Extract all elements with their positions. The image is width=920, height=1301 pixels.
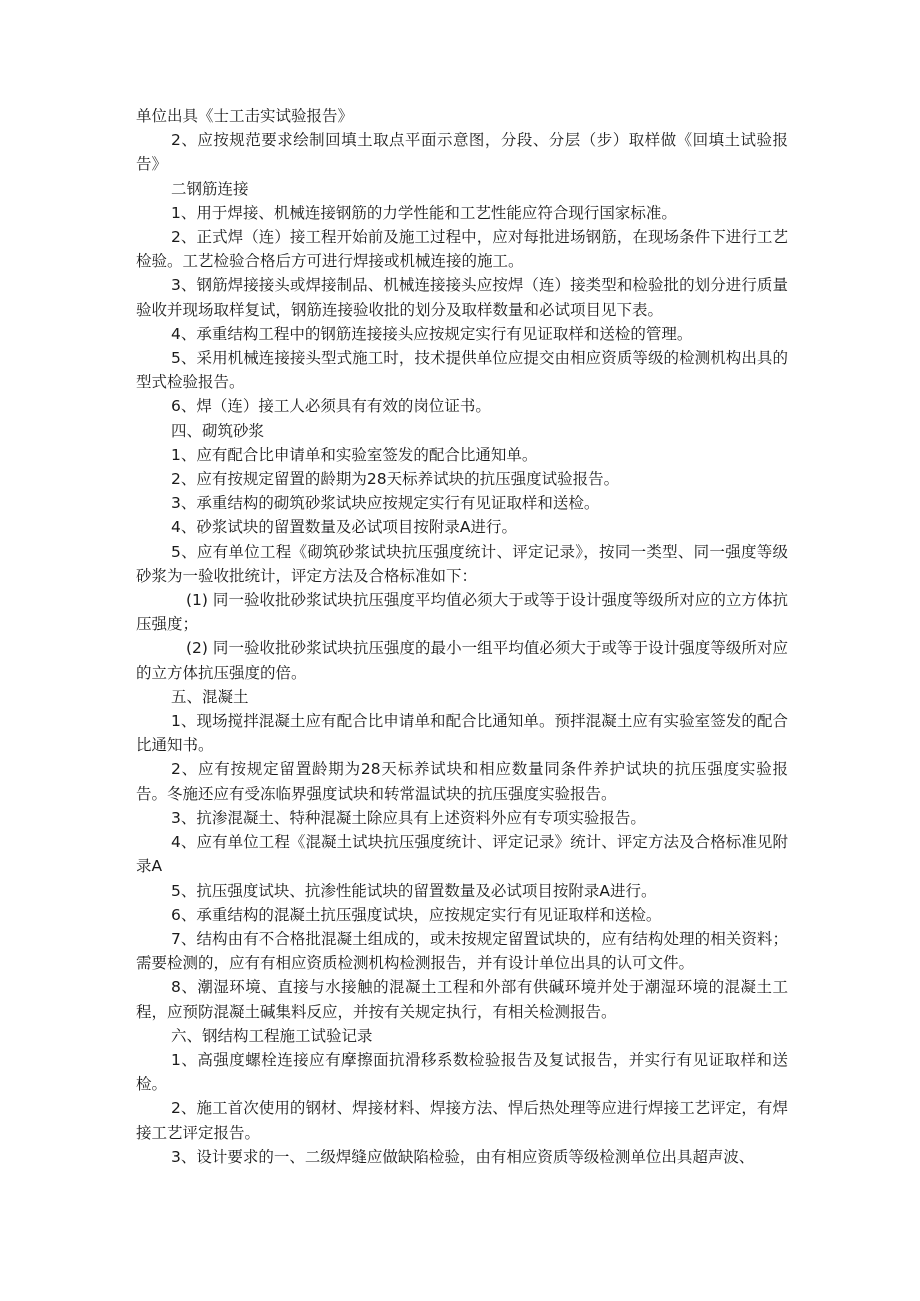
paragraph-22: 4、应有单位工程《混凝土试块抗压强度统计、评定记录》统计、评定方法及合格标准见附录A	[136, 833, 788, 876]
paragraph-25: 7、结构由有不合格批混凝土组成的，或未按规定留置试块的，应有结构处理的相关资料；需要检测的，应有有相应资质检测机构检测报告，并有设计单位出具的认可文件。	[136, 929, 788, 973]
paragraph-26: 8、潮湿环境、直接与水接触的混凝土工程和外部有供碱环境并处于潮湿环境的混凝土工程，应预防混凝土碱集料反应，并按有关规定执行，有相关检测报告。	[136, 978, 788, 1021]
paragraph-13: 3、承重结构的砌筑砂浆试块应按规定实行有见证取样和送检。	[171, 494, 600, 513]
paragraph-4: 1、用于焊接、机械连接钢筋的力学性能和工艺性能应符合现行国家标准。	[171, 203, 677, 222]
section-heading-rebar: 二钢筋连接	[171, 179, 249, 198]
paragraph-23: 5、抗压强度试块、抗渗性能试块的留置数量及必试项目按附录A进行。	[171, 881, 657, 900]
paragraph-8: 5、采用机械连接接头型式施工时，技术提供单位应提交由相应资质等级的检测机构出具的型式检验报告。	[136, 349, 788, 392]
paragraph-24: 6、承重结构的混凝土抗压强度试块，应按规定实行有见证取样和送检。	[171, 905, 662, 924]
paragraph-28: 1、高强度螺栓连接应有摩擦面抗滑移系数检验报告及复试报告，并实行有见证取样和送检。	[136, 1050, 788, 1094]
paragraph-30: 3、设计要求的一、二级焊缝应做缺陷检验，由有相应资质等级检测单位出具超声波、	[171, 1147, 755, 1166]
paragraph-29: 2、施工首次使用的钢材、焊接材料、焊接方法、悍后热处理等应进行焊接工艺评定，有焊接工艺评定报告。	[136, 1099, 788, 1142]
paragraph-20: 2、应有按规定留置龄期为28天标养试块和相应数量同条件养护试块的抗压强度实验报告。冬施还应有受冻临界强度试块和转常温试块的抗压强度实验报告。	[136, 760, 788, 803]
paragraph-7: 4、承重结构工程中的钢筋连接接头应按规定实行有见证取样和送检的管理。	[171, 324, 693, 343]
paragraph-12: 2、应有按规定留置的龄期为28天标养试块的抗压强度试验报告。	[171, 470, 620, 489]
section-heading-steel: 六、钢结构工程施工试验记录	[171, 1026, 373, 1045]
section-heading-concrete: 五、混凝土	[171, 687, 249, 706]
paragraph-2: 2、应按规范要求绘制回填土取点平面示意图，分段、分层（步）取样做《回填土试验报告》	[136, 131, 788, 174]
paragraph-1: 单位出具《士工击实试验报告》	[136, 107, 354, 125]
paragraph-16: (1) 同一验收批砂浆试块抗压强度平均值必须大于或等于设计强度等级所对应的立方体抗压强度；	[136, 591, 788, 634]
paragraph-15: 5、应有单位工程《砌筑砂浆试块抗压强度统计、评定记录》，按同一类型、同一强度等级砂浆为一验收批统计，评定方法及合格标准如下：	[136, 542, 788, 585]
paragraph-14: 4、砂浆试块的留置数量及必试项目按附录A进行。	[171, 518, 517, 537]
section-heading-mortar: 四、砌筑砂浆	[171, 421, 265, 440]
paragraph-19: 1、现场搅拌混凝土应有配合比申请单和配合比通知单。预拌混凝土应有实验室签发的配合比通知书。	[136, 712, 788, 755]
paragraph-17: (2) 同一验收批砂浆试块抗压强度的最小一组平均值必须大于或等于设计强度等级所对应的立方体抗压强度的倍。	[136, 639, 788, 682]
document-body	[136, 104, 788, 1169]
paragraph-6: 3、钢筋焊接接头或焊接制品、机械连接接头应按焊（连）接类型和检验批的划分进行质量验收并现场取样复试，钢筋连接验收批的划分及取样数量和必试项目见下表。	[136, 276, 788, 319]
paragraph-5: 2、正式焊（连）接工程开始前及施工过程中，应对每批进场钢筋，在现场条件下进行工艺检验。工艺检验合格后方可进行焊接或机械连接的施工。	[136, 228, 788, 271]
paragraph-21: 3、抗渗混凝土、特种混凝土除应具有上述资料外应有专项实验报告。	[171, 808, 646, 827]
paragraph-9: 6、焊（连）接工人必须具有有效的岗位证书。	[171, 397, 491, 416]
paragraph-11: 1、应有配合比申请单和实验室签发的配合比通知单。	[171, 445, 538, 464]
